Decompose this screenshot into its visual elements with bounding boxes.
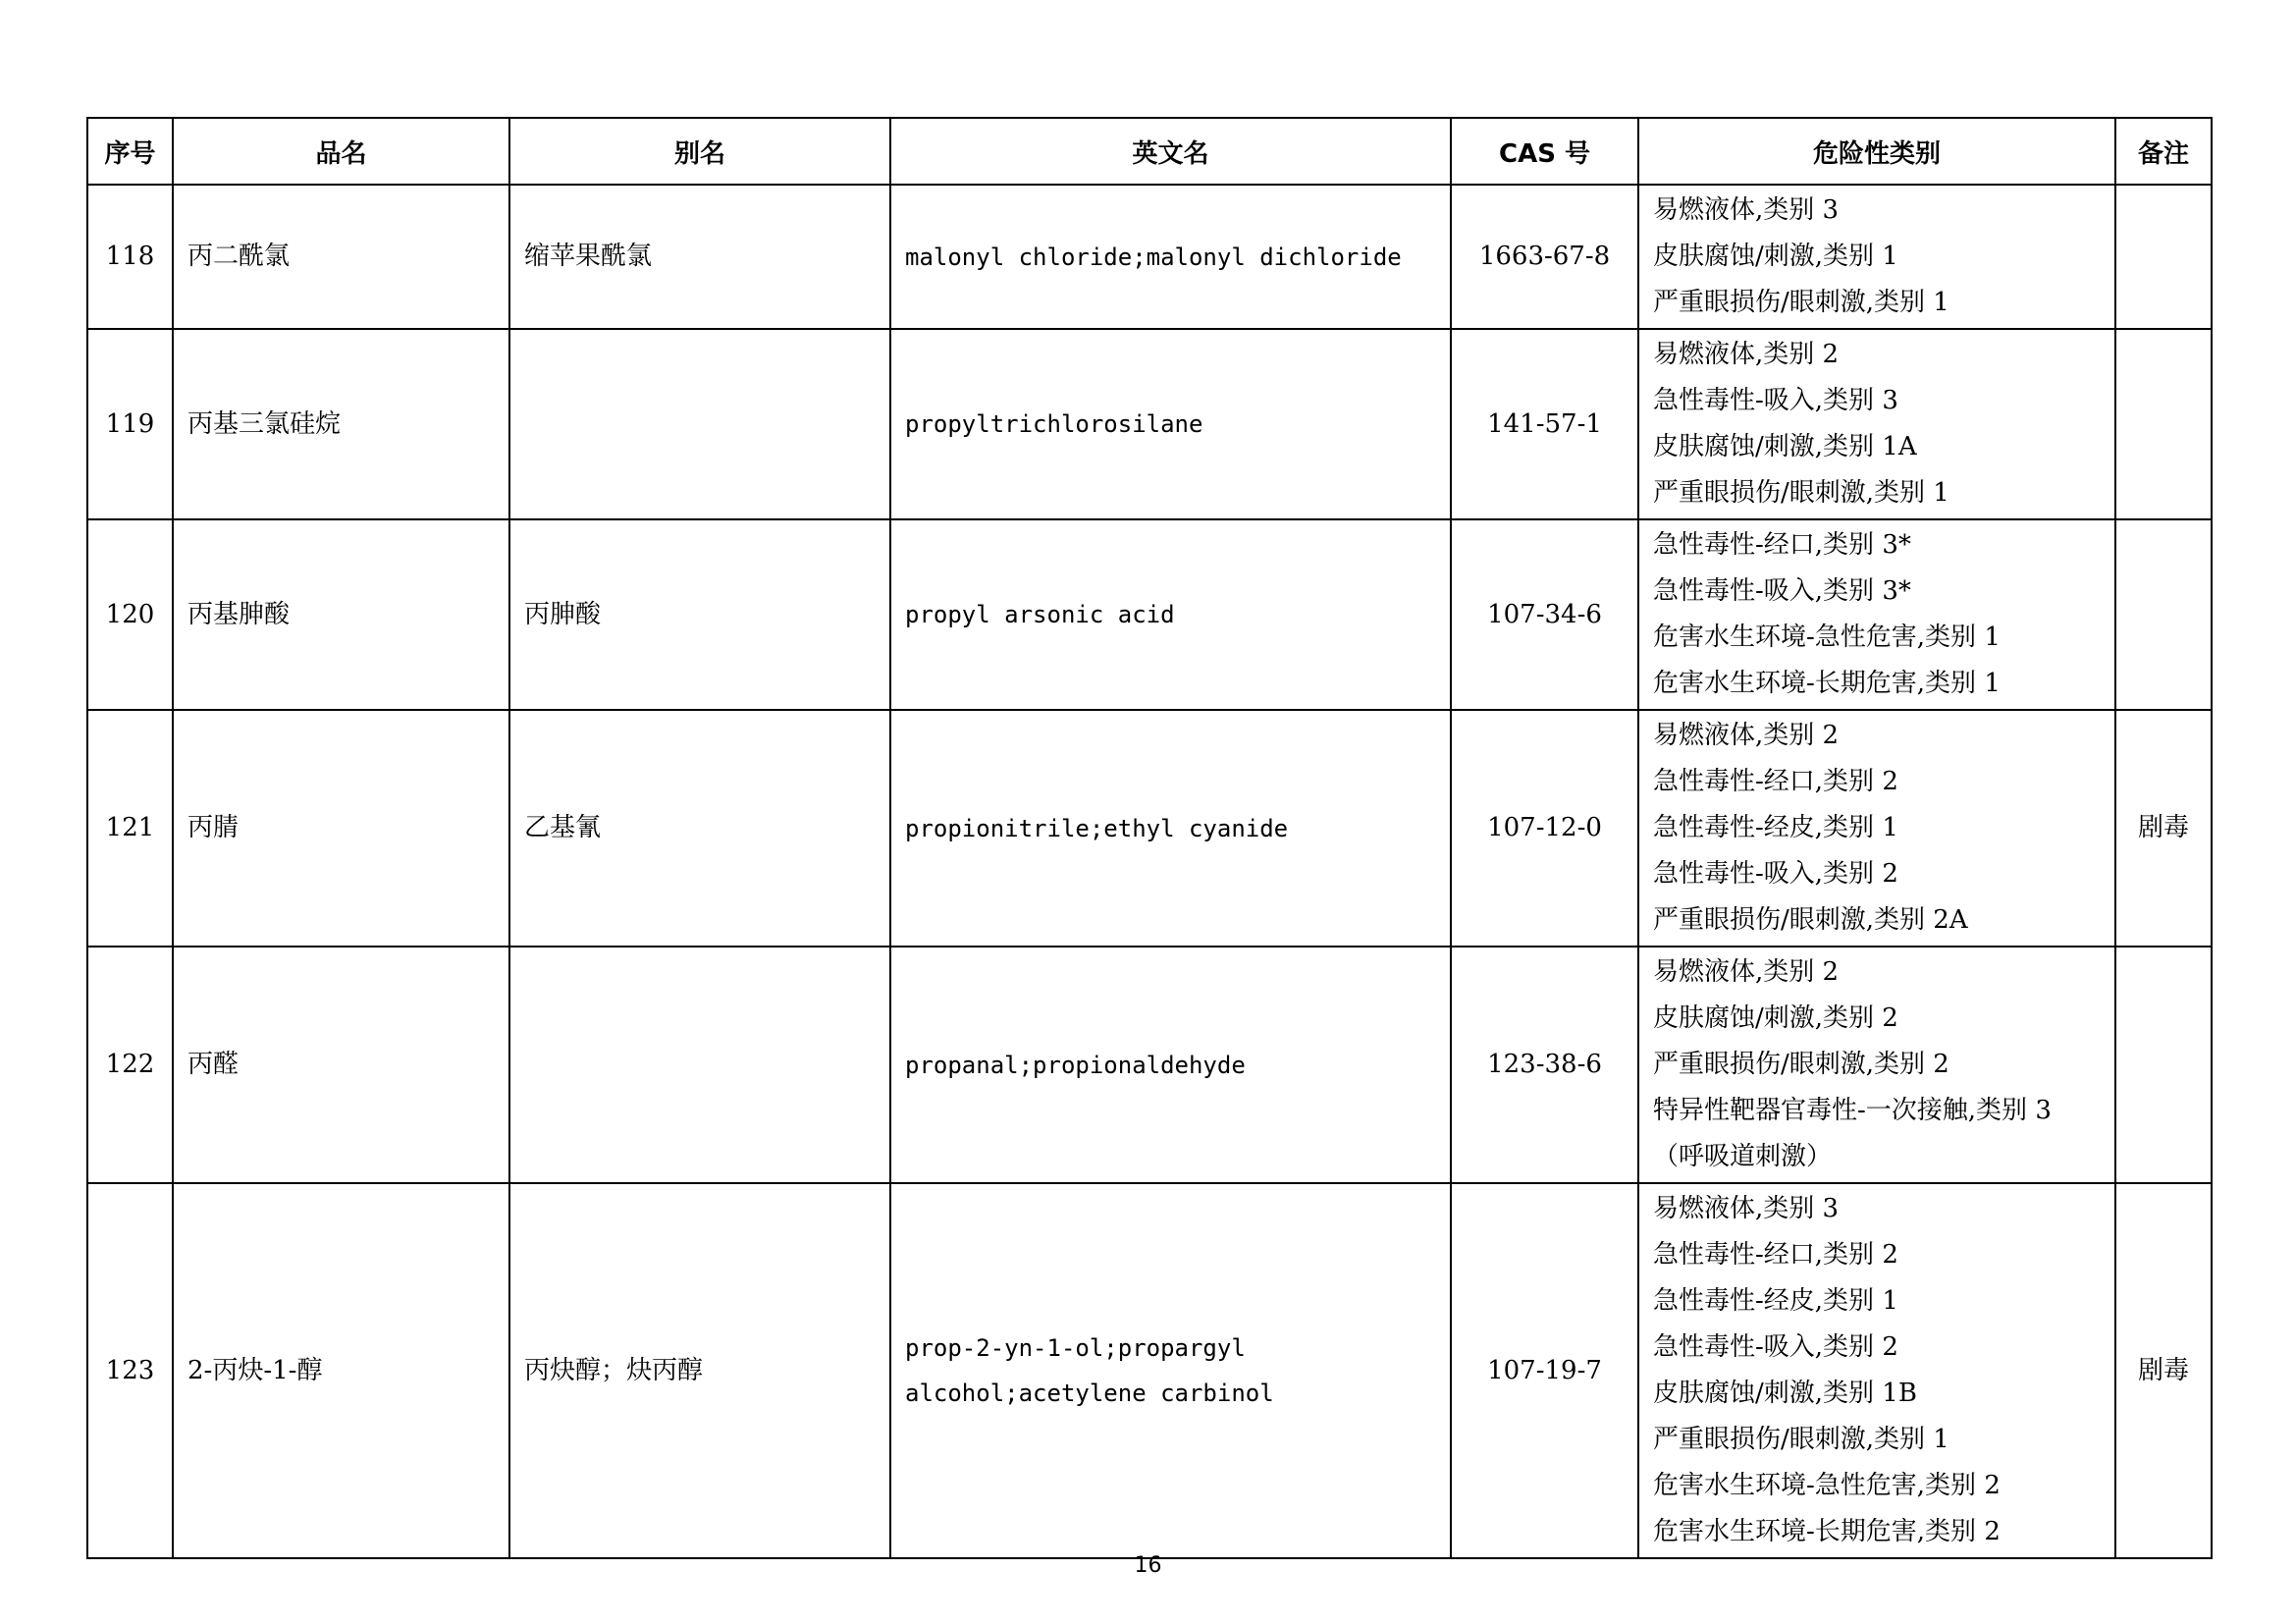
hazard-class-item: 急性毒性-吸入,类别 3*	[1653, 576, 1911, 606]
english-name-line: malonyl chloride;malonyl dichloride	[905, 243, 1402, 271]
header-hazard-class: 危险性类别	[1638, 118, 2115, 185]
row-number: 120	[87, 519, 173, 710]
english-name	[890, 519, 1451, 710]
header-no: 序号	[87, 118, 173, 185]
row-number: 119	[87, 329, 173, 519]
english-name-line: prop-2-yn-1-ol;propargyl	[905, 1334, 1246, 1362]
hazard-classes	[1638, 185, 2115, 329]
row-number: 122	[87, 947, 173, 1183]
remark	[2115, 519, 2212, 710]
alias-name: 丙炔醇；炔丙醇	[509, 1183, 890, 1558]
hazardous-chemicals-table	[86, 117, 2213, 1559]
header-cas: CAS 号	[1451, 118, 1638, 185]
hazard-class-item: 危害水生环境-长期危害,类别 1	[1653, 669, 2001, 698]
hazard-class-item: 易燃液体,类别 3	[1653, 1194, 1840, 1223]
english-name-line: propionitrile;ethyl cyanide	[905, 814, 1289, 842]
hazard-classes	[1638, 1183, 2115, 1558]
hazard-class-item: （呼吸道刺激）	[1653, 1142, 1833, 1171]
english-name	[890, 185, 1451, 329]
english-name-line: propanal;propionaldehyde	[905, 1051, 1246, 1079]
hazard-class-item: 急性毒性-经口,类别 2	[1653, 1240, 1898, 1270]
hazard-class-item: 严重眼损伤/眼刺激,类别 2	[1653, 1050, 1949, 1079]
product-name: 丙醛	[173, 947, 509, 1183]
hazard-classes	[1638, 947, 2115, 1183]
hazard-class-item: 严重眼损伤/眼刺激,类别 1	[1653, 478, 1949, 508]
english-name-line: propyltrichlorosilane	[905, 410, 1203, 438]
remark	[2115, 185, 2212, 329]
table-row	[87, 1183, 2212, 1558]
row-number: 123	[87, 1183, 173, 1558]
cas-number: 107-34-6	[1451, 519, 1638, 710]
hazard-class-item: 皮肤腐蚀/刺激,类别 1A	[1653, 432, 1917, 461]
table-body	[87, 185, 2212, 1558]
row-number: 118	[87, 185, 173, 329]
english-name-line: propyl arsonic acid	[905, 601, 1175, 628]
hazard-class-item: 皮肤腐蚀/刺激,类别 1B	[1653, 1379, 1917, 1408]
alias-name: 缩苹果酰氯	[509, 185, 890, 329]
product-name: 2-丙炔-1-醇	[173, 1183, 509, 1558]
table-row	[87, 329, 2212, 519]
cas-number: 123-38-6	[1451, 947, 1638, 1183]
cas-number: 107-19-7	[1451, 1183, 1638, 1558]
hazard-class-item: 急性毒性-吸入,类别 2	[1653, 1332, 1898, 1362]
cas-number: 107-12-0	[1451, 710, 1638, 947]
header-row	[87, 118, 2212, 185]
header-name: 品名	[173, 118, 509, 185]
cas-number: 1663-67-8	[1451, 185, 1638, 329]
remark: 剧毒	[2115, 710, 2212, 947]
hazard-class-item: 急性毒性-经皮,类别 1	[1653, 1286, 1898, 1316]
table-row	[87, 185, 2212, 329]
table-row	[87, 947, 2212, 1183]
hazard-class-item: 易燃液体,类别 2	[1653, 340, 1840, 369]
hazard-class-item: 危害水生环境-急性危害,类别 1	[1653, 623, 2001, 652]
page-number: 16	[1134, 1553, 1162, 1578]
hazard-class-item: 危害水生环境-急性危害,类别 2	[1653, 1471, 2001, 1500]
hazard-class-item: 特异性靶器官毒性-一次接触,类别 3	[1653, 1096, 2052, 1125]
english-name	[890, 710, 1451, 947]
english-name-line: alcohol;acetylene carbinol	[905, 1380, 1274, 1407]
header-note: 备注	[2115, 118, 2212, 185]
hazard-class-item: 易燃液体,类别 3	[1653, 195, 1840, 225]
product-name: 丙腈	[173, 710, 509, 947]
row-number: 121	[87, 710, 173, 947]
hazard-classes	[1638, 710, 2115, 947]
alias-name: 丙胂酸	[509, 519, 890, 710]
product-name: 丙基胂酸	[173, 519, 509, 710]
alias-name	[509, 947, 890, 1183]
hazard-class-item: 严重眼损伤/眼刺激,类别 1	[1653, 1425, 1949, 1454]
hazard-class-item: 急性毒性-吸入,类别 2	[1653, 859, 1898, 889]
cas-number: 141-57-1	[1451, 329, 1638, 519]
hazard-class-item: 危害水生环境-长期危害,类别 2	[1653, 1517, 2001, 1546]
hazard-class-item: 急性毒性-经皮,类别 1	[1653, 813, 1898, 842]
product-name: 丙二酰氯	[173, 185, 509, 329]
hazard-class-item: 严重眼损伤/眼刺激,类别 2A	[1653, 905, 1968, 935]
hazard-class-item: 急性毒性-吸入,类别 3	[1653, 386, 1898, 415]
hazard-classes	[1638, 519, 2115, 710]
hazard-class-item: 急性毒性-经口,类别 2	[1653, 767, 1898, 796]
remark: 剧毒	[2115, 1183, 2212, 1558]
hazard-class-item: 皮肤腐蚀/刺激,类别 2	[1653, 1003, 1898, 1033]
product-name: 丙基三氯硅烷	[173, 329, 509, 519]
header-alias: 别名	[509, 118, 890, 185]
english-name	[890, 947, 1451, 1183]
hazard-class-item: 严重眼损伤/眼刺激,类别 1	[1653, 288, 1949, 317]
hazard-class-item: 皮肤腐蚀/刺激,类别 1	[1653, 242, 1898, 271]
table-row	[87, 519, 2212, 710]
alias-name	[509, 329, 890, 519]
hazard-class-item: 易燃液体,类别 2	[1653, 957, 1840, 987]
english-name	[890, 1183, 1451, 1558]
table-row	[87, 710, 2212, 947]
hazard-class-item: 急性毒性-经口,类别 3*	[1653, 530, 1911, 560]
remark	[2115, 329, 2212, 519]
hazard-class-item: 易燃液体,类别 2	[1653, 721, 1840, 750]
english-name	[890, 329, 1451, 519]
hazard-classes	[1638, 329, 2115, 519]
remark	[2115, 947, 2212, 1183]
alias-name: 乙基氰	[509, 710, 890, 947]
header-english-name: 英文名	[890, 118, 1451, 185]
